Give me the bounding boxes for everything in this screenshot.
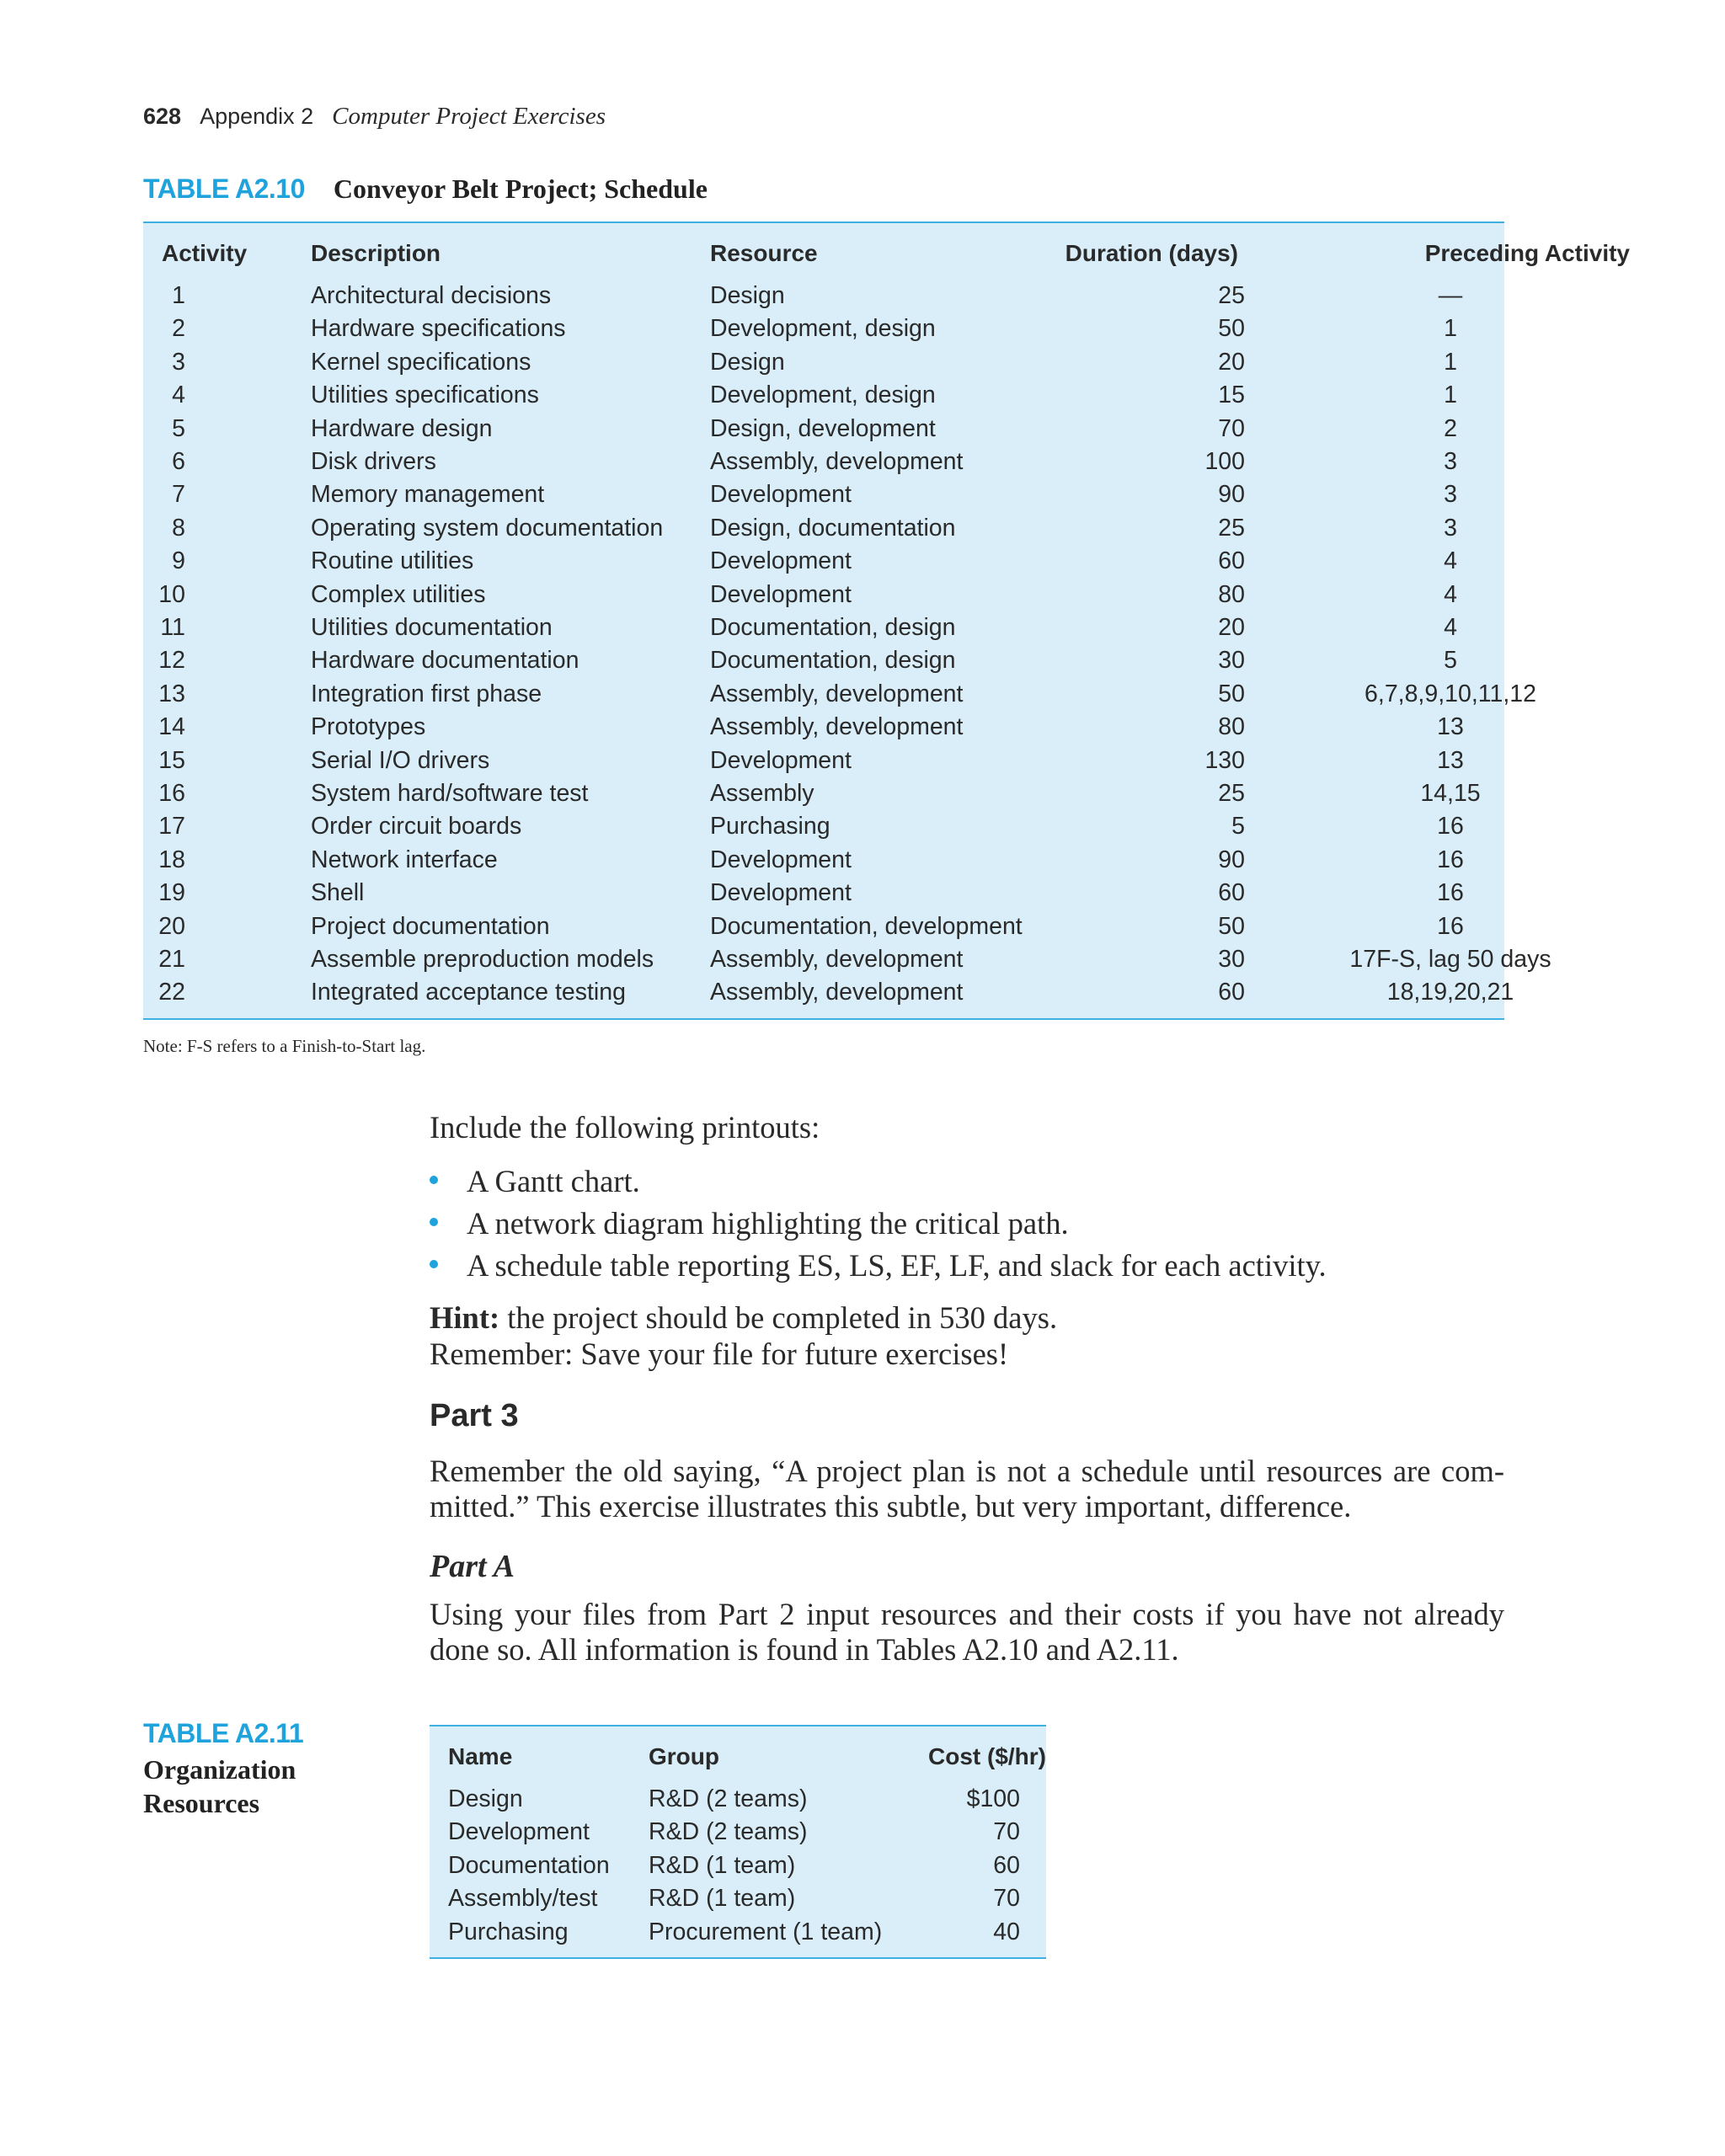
table-row <box>143 747 1504 780</box>
cell-preceding: 13 <box>1437 713 1464 741</box>
cell-preceding: 3 <box>1444 481 1457 509</box>
remember-text: Remember: Save your file for future exercises! <box>430 1337 1009 1371</box>
cell-group: R&D (1 team) <box>649 1885 796 1913</box>
cell-description: Assemble preproduction models <box>311 946 654 973</box>
section-label: Appendix 2 <box>200 104 314 129</box>
table-row <box>143 879 1504 912</box>
printout-list <box>430 1161 1504 1287</box>
cell-preceding: 1 <box>1444 348 1457 376</box>
table-row <box>143 481 1504 514</box>
cell-activity: 4 <box>172 382 185 409</box>
table-row <box>143 979 1514 1011</box>
cell-duration: 80 <box>1218 580 1245 608</box>
cell-description: Integration first phase <box>311 680 542 707</box>
cell-resource: Design <box>710 282 785 309</box>
hint-body: the project should be completed in 530 days. <box>499 1300 1058 1335</box>
cell-preceding: 4 <box>1444 614 1457 641</box>
cell-cost: $100 <box>966 1785 1020 1812</box>
cell-description: Project documentation <box>311 912 550 940</box>
cell-group: R&D (1 team) <box>649 1851 796 1879</box>
cell-duration: 70 <box>1218 414 1245 442</box>
hint-text <box>430 1300 1504 1336</box>
cell-preceding: 5 <box>1444 647 1457 675</box>
cell-preceding: 6,7,8,9,10,11,12 <box>1365 680 1536 707</box>
cell-resource: Assembly, development <box>710 448 964 475</box>
table-row <box>143 813 1504 846</box>
cell-resource: Design <box>710 348 785 376</box>
col-header-preceding: Preceding Activity <box>1424 240 1630 266</box>
cell-duration: 80 <box>1218 713 1245 741</box>
bullet-icon <box>430 1218 438 1226</box>
cell-activity: 20 <box>158 912 185 940</box>
cell-name: Documentation <box>448 1851 610 1879</box>
cell-resource: Assembly, development <box>710 946 964 973</box>
cell-resource: Development <box>710 846 852 873</box>
cell-duration: 5 <box>1231 813 1245 841</box>
table-row <box>143 913 1504 946</box>
cell-activity: 5 <box>172 414 185 442</box>
cell-duration: 90 <box>1218 481 1245 509</box>
cell-activity: 16 <box>158 780 185 807</box>
cell-description: Architectural decisions <box>311 282 552 309</box>
table-row <box>143 382 1504 414</box>
cell-resource: Assembly <box>710 780 814 807</box>
col-header-duration: Duration (days) <box>1065 240 1238 266</box>
cell-resource: Development <box>710 879 852 907</box>
cell-resource: Assembly, development <box>710 979 964 1006</box>
cell-resource: Purchasing <box>710 813 830 841</box>
cell-activity: 6 <box>172 448 185 475</box>
cell-resource: Documentation, design <box>710 647 956 675</box>
table-row <box>143 581 1504 614</box>
cell-description: Hardware specifications <box>311 315 566 343</box>
cell-description: Hardware design <box>311 414 493 442</box>
col-header-resource: Resource <box>710 240 818 266</box>
cell-name: Assembly/test <box>448 1885 598 1913</box>
cell-resource: Development <box>710 580 852 608</box>
running-header <box>143 103 606 131</box>
table-row <box>143 415 1504 448</box>
cell-description: Shell <box>311 879 365 907</box>
list-item: A schedule table reporting ES, LS, EF, LF, and slack for each activity. <box>430 1245 1504 1287</box>
cell-description: Order circuit boards <box>311 813 522 841</box>
cell-activity: 12 <box>158 647 185 675</box>
cell-activity: 19 <box>158 879 185 907</box>
list-item: A Gantt chart. <box>430 1161 1504 1203</box>
cell-duration: 60 <box>1218 547 1245 575</box>
list-item: A network diagram highlighting the critical path. <box>430 1203 1504 1245</box>
table-a210-caption <box>143 173 708 205</box>
cell-duration: 25 <box>1218 514 1245 542</box>
table-note: Note: F-S refers to a Finish-to-Start lag. <box>143 1036 426 1056</box>
cell-description: System hard/software test <box>311 780 589 807</box>
cell-name: Purchasing <box>448 1918 569 1945</box>
table-a211-caption <box>143 1718 303 1820</box>
cell-preceding: 18,19,20,21 <box>1386 979 1514 1006</box>
page-number: 628 <box>143 104 182 129</box>
col-header-cost: Cost ($/hr) <box>928 1743 1046 1769</box>
col-header-activity: Activity <box>162 240 248 266</box>
resources-table <box>430 1725 1046 1959</box>
table-row <box>143 946 1551 979</box>
cell-resource: Assembly, development <box>710 713 964 741</box>
table-row <box>143 547 1504 580</box>
cell-preceding: — <box>1438 282 1463 309</box>
cell-description: Serial I/O drivers <box>311 746 490 774</box>
cell-description: Disk drivers <box>311 448 436 475</box>
cell-description: Utilities documentation <box>311 614 553 641</box>
cell-activity: 10 <box>158 580 185 608</box>
cell-duration: 60 <box>1218 979 1245 1006</box>
cell-preceding: 16 <box>1437 912 1464 940</box>
cell-description: Memory management <box>311 481 545 509</box>
cell-preceding: 14,15 <box>1420 780 1481 807</box>
cell-duration: 30 <box>1218 946 1245 973</box>
cell-preceding: 1 <box>1444 382 1457 409</box>
cell-resource: Development <box>710 547 852 575</box>
cell-description: Complex utilities <box>311 580 486 608</box>
table-row <box>430 1919 1046 1951</box>
cell-preceding: 16 <box>1437 813 1464 841</box>
cell-resource: Development, design <box>710 382 936 409</box>
cell-duration: 50 <box>1218 912 1245 940</box>
part-a-heading: Part A <box>430 1549 515 1584</box>
cell-preceding: 4 <box>1444 547 1457 575</box>
cell-cost: 70 <box>993 1818 1020 1846</box>
hint-label: Hint: <box>430 1300 500 1335</box>
cell-resource: Assembly, development <box>710 680 964 707</box>
cell-duration: 50 <box>1218 680 1245 707</box>
book-title: Computer Project Exercises <box>332 103 606 130</box>
table-row <box>143 614 1504 647</box>
cell-activity: 3 <box>172 348 185 376</box>
cell-duration: 130 <box>1204 746 1245 774</box>
cell-duration: 25 <box>1218 780 1245 807</box>
cell-preceding: 3 <box>1444 514 1457 542</box>
cell-duration: 30 <box>1218 647 1245 675</box>
cell-duration: 50 <box>1218 315 1245 343</box>
bullet-icon <box>430 1260 438 1268</box>
table-a211-title-line1: Organization <box>143 1754 296 1785</box>
bullet-icon <box>430 1176 438 1184</box>
cell-duration: 90 <box>1218 846 1245 873</box>
schedule-table <box>143 221 1630 1020</box>
cell-duration: 20 <box>1218 614 1245 641</box>
part-3-heading: Part 3 <box>430 1398 519 1433</box>
table-row <box>143 515 1504 547</box>
cell-resource: Development, design <box>710 315 936 343</box>
cell-activity: 7 <box>172 481 185 509</box>
cell-description: Hardware documentation <box>311 647 579 675</box>
table-row <box>430 1785 1046 1818</box>
table-row <box>143 713 1504 746</box>
cell-resource: Development <box>710 481 852 509</box>
cell-resource: Documentation, design <box>710 614 956 641</box>
cell-cost: 70 <box>993 1885 1020 1913</box>
cell-activity: 8 <box>172 514 185 542</box>
table-row <box>143 315 1504 348</box>
cell-duration: 100 <box>1204 448 1245 475</box>
table-row <box>430 1818 1046 1851</box>
cell-group: R&D (2 teams) <box>649 1818 808 1846</box>
cell-duration: 25 <box>1218 282 1245 309</box>
cell-duration: 15 <box>1218 382 1245 409</box>
cell-description: Operating system documentation <box>311 514 664 542</box>
table-row <box>143 780 1504 813</box>
cell-activity: 2 <box>172 315 185 343</box>
table-a211-label: TABLE A2.11 <box>143 1718 304 1748</box>
table-row <box>430 1852 1046 1885</box>
cell-preceding: 1 <box>1444 315 1457 343</box>
part-3-text: Remember the old saying, “A project plan is not a schedule until resources are com-mitted.” This exercise illustrates this subtle, but very important, difference. <box>430 1454 1504 1524</box>
cell-description: Network interface <box>311 846 498 873</box>
table-row <box>430 1885 1046 1918</box>
cell-resource: Design, documentation <box>710 514 956 542</box>
part-a-text: Using your files from Part 2 input resources and their costs if you have not already done so. All information is found in Tables A2.10 and A2.11. <box>430 1597 1504 1667</box>
table-a210-label: TABLE A2.10 <box>143 173 305 204</box>
table-header-row <box>430 1743 1046 1777</box>
col-header-name: Name <box>448 1743 513 1769</box>
cell-resource: Development <box>710 746 852 774</box>
table-a211-title-line2: Resources <box>143 1788 260 1818</box>
table-row <box>143 448 1504 481</box>
table-row <box>143 282 1504 315</box>
cell-cost: 60 <box>993 1851 1020 1879</box>
cell-description: Integrated acceptance testing <box>311 979 626 1006</box>
cell-description: Utilities specifications <box>311 382 539 409</box>
table-row <box>143 647 1504 680</box>
cell-preceding: 17F-S, lag 50 days <box>1349 946 1551 973</box>
cell-cost: 40 <box>993 1918 1020 1945</box>
cell-activity: 1 <box>172 282 185 309</box>
table-row <box>143 349 1504 382</box>
cell-group: Procurement (1 team) <box>649 1918 883 1945</box>
cell-description: Kernel specifications <box>311 348 531 376</box>
cell-duration: 60 <box>1218 879 1245 907</box>
cell-name: Development <box>448 1818 590 1846</box>
table-row <box>143 846 1504 879</box>
cell-group: R&D (2 teams) <box>649 1785 808 1812</box>
intro-text: Include the following printouts: <box>430 1110 820 1145</box>
cell-activity: 15 <box>158 746 185 774</box>
cell-resource: Documentation, development <box>710 912 1023 940</box>
cell-duration: 20 <box>1218 348 1245 376</box>
cell-preceding: 13 <box>1437 746 1464 774</box>
cell-preceding: 2 <box>1444 414 1457 442</box>
cell-activity: 9 <box>172 547 185 575</box>
cell-activity: 13 <box>158 680 185 707</box>
cell-name: Design <box>448 1785 523 1812</box>
table-row <box>143 680 1536 713</box>
table-a210-title: Conveyor Belt Project; Schedule <box>333 173 708 204</box>
cell-activity: 11 <box>160 614 185 641</box>
cell-description: Prototypes <box>311 713 426 741</box>
cell-preceding: 16 <box>1437 879 1464 907</box>
table-header-row <box>143 240 1630 274</box>
cell-activity: 21 <box>158 946 185 973</box>
cell-activity: 17 <box>158 813 185 841</box>
col-header-description: Description <box>311 240 441 266</box>
cell-resource: Design, development <box>710 414 936 442</box>
cell-activity: 18 <box>158 846 185 873</box>
cell-preceding: 4 <box>1444 580 1457 608</box>
col-header-group: Group <box>649 1743 719 1769</box>
cell-preceding: 3 <box>1444 448 1457 475</box>
cell-activity: 22 <box>158 979 185 1006</box>
cell-activity: 14 <box>158 713 185 741</box>
cell-preceding: 16 <box>1437 846 1464 873</box>
cell-description: Routine utilities <box>311 547 474 575</box>
